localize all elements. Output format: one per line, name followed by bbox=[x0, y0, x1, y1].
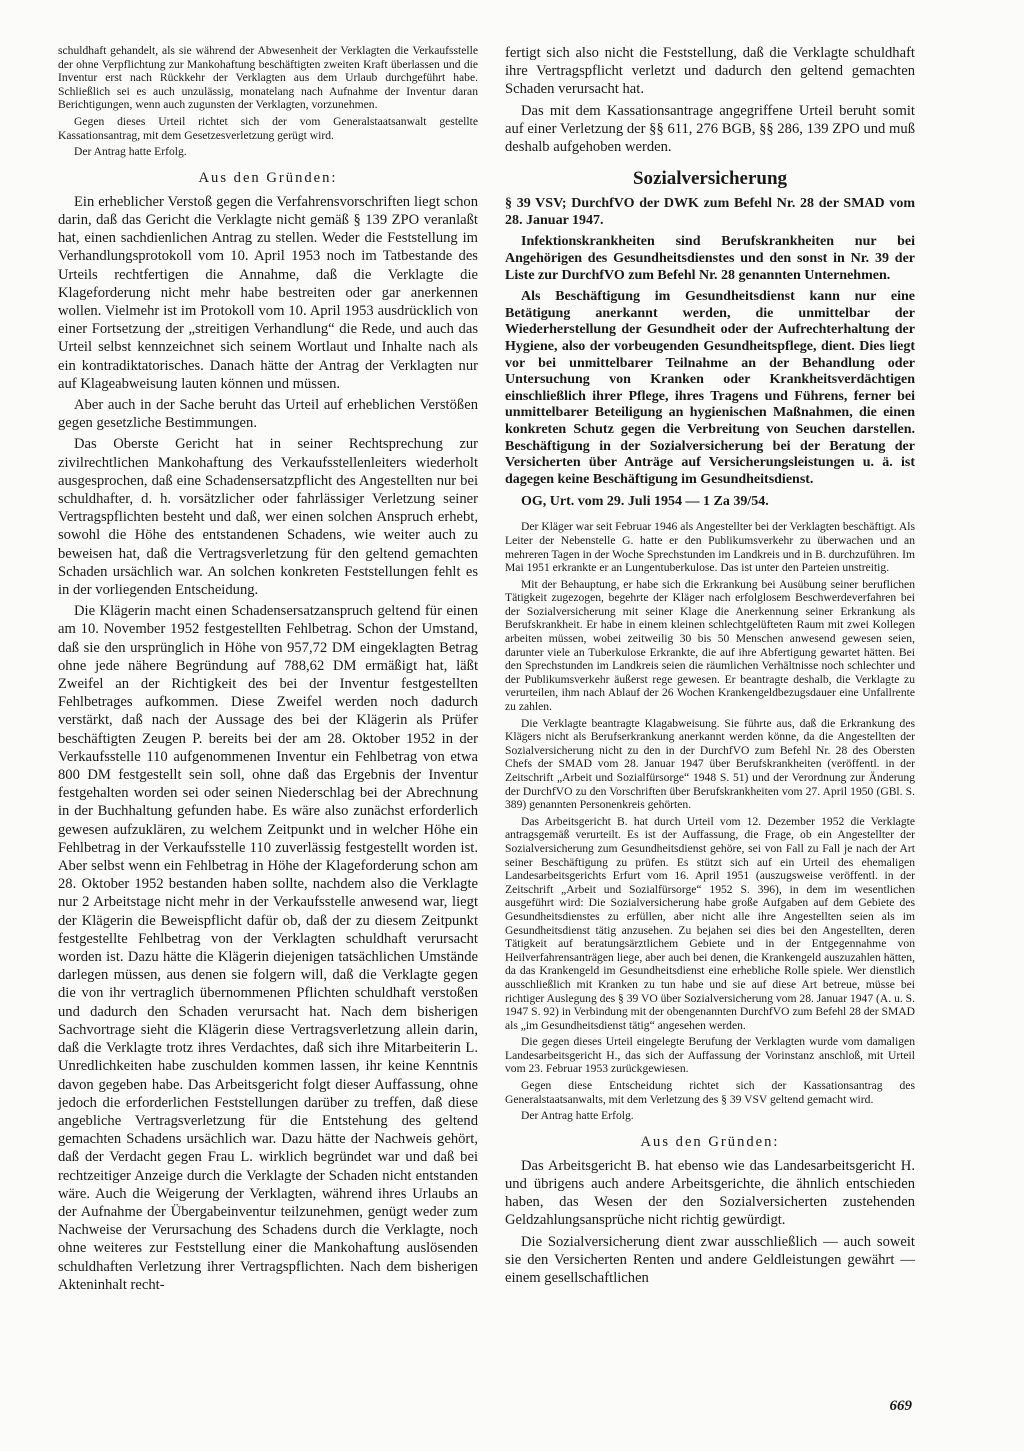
paragraph: Das Oberste Gericht hat in seiner Rechtsprechung zur zivilrechtlichen Mankohaftung des Verkaufsstellenleiters wiederholt ausgesprochen, daß eine Schadensersatzpflicht des Angestellten nur bei schuldhafter, d. h. vorsätzlicher oder fahrlässiger Verletzung seiner Vertragspflichten besteht und daß, wer einen solchen Anspruch erhebt, sowohl die Höhe des entstandenen Schadens, wie weiter auch zu beweisen hat, daß die Vertragsverletzung für den geltend gemachten Schaden ursächlich war. An solchen konkreten Feststellungen fehlt es in der vorliegenden Entscheidung. bbox=[58, 436, 478, 599]
section-heading: Aus den Gründen: bbox=[640, 1133, 780, 1150]
norm-reference: § 39 VSV; DurchfVO der DWK zum Befehl Nr. 28 der SMAD vom 28. Januar 1947. bbox=[505, 196, 915, 228]
paragraph: Der Antrag hatte Erfolg. bbox=[521, 1109, 634, 1123]
section-heading: Aus den Gründen: bbox=[198, 169, 338, 186]
paragraph: schuldhaft gehandelt, als sie während der Abwesenheit der Verklagten die Verkaufsstelle der ohne Verpflichtung zur Mankohaftung beschäftigten zweiten Kraft überlassen und die Inventur erst nach Rückkehr der Verklagten aus dem Urlaub durchgeführt habe. Schließlich sei es auch unzulässig, monatelang nach Aufnahme der Inventur daran Berichtigungen, wenn auch zugunsten der Verklagten, vorzunehmen. bbox=[58, 44, 478, 112]
paragraph: fertigt sich also nicht die Feststellung, daß die Verklagte schuldhaft ihre Vertragspflicht verletzt und dadurch den geltend gemachten Schaden verursacht hat. bbox=[505, 45, 915, 98]
paragraph: Aber auch in der Sache beruht das Urteil auf erheblichen Verstößen gegen gesetzliche Bestimmungen. bbox=[58, 396, 478, 432]
paragraph: Der Kläger war seit Februar 1946 als Angestellter bei der Verklagten beschäftigt. Als Leiter der Nebenstelle G. hatte er den Publikumsverkehr zu überwachen und an mehreren Tagen in der Woche Sprechstunden im Landkreis und in B. durchzuführen. Im Mai 1951 erkrankte er an Lungentuberkulose. Das ist unter den Parteien unstreitig. bbox=[505, 520, 915, 575]
paragraph: Mit der Behauptung, er habe sich die Erkrankung bei Ausübung seiner beruflichen Tätigkeit zugezogen, begehrte der Kläger nach erfolglosem Beschwerdeverfahren bei der Sozialversicherung mit seiner Klage die Anerkennung seiner Erkrankung als Berufskrankheit. Er habe in einem kleinen schlechtgelüfteten Raum mit zwei Kollegen arbeiten müssen, wobei zeitweilig 30 bis 50 Menschen anwesend gewesen seien, darunter viele an Tuberkulose Erkrankte, die auf ihre Abfertigung gewartet hätten. Bei den Sprechstunden im Landkreis seien die räumlichen Verhältnisse noch schlechter und der Publikumsverkehr äußerst rege gewesen. Er beantragte deshalb, die Verklagte zu verurteilen, ihm nach Ablauf der 26 Wochen Krankengeldbezugsdauer eine Unfallrente zu zahlen. bbox=[505, 577, 915, 714]
paragraph: Gegen dieses Urteil richtet sich der vom Generalstaatsanwalt gestellte Kassationsantrag, mit dem Gesetzesverletzung gerügt wird. bbox=[58, 114, 478, 142]
paragraph: Die Sozialversicherung dient zwar ausschließlich — auch soweit sie den Versicherten Renten und andere Geldleistungen gewährt — einem gesellschaftlichen bbox=[505, 1233, 915, 1287]
paragraph: Das Arbeitsgericht B. hat durch Urteil vom 12. Dezember 1952 die Verklagte antragsgemäß verurteilt. Es ist der Auffassung, die Frage, ob ein Angestellter der Sozialversicherung zum Gesundheitsdienst gehöre, sei von Fall zu Fall je nach der Art seiner Beschäftigung zu prüfen. Es stützt sich auf ein Urteil des ehemaligen Landesarbeitsgerichts Erfurt vom 16. April 1951 (auszugsweise veröffentl. in der Zeitschrift „Arbeit und Sozialfürsorge“ 1952 S. 396), in dem im wesentlichen ausgeführt wird: Die Sozialversicherung habe große Aufgaben auf dem Gebiete des Gesundheitsdienstes zu erfüllen, aber nicht alle ihre Angestellten seien als im Gesundheitsdienst tätig anzusehen. Zu bejahen sei dies bei den Angestellten, deren Tätigkeit auf beratungsärztlichem Gebiete und in der Entgegennahme von Heilverfahrensanträgen liege, aber auch bei denen, die Krankengeld auszuzahlen hätten, da das Krankengeld im Gesundheitsdienst eine erhebliche Rolle spiele. Wer dienstlich ausschließlich mit Kranken zu tun habe und sie auf diese Art betreue, müsse bei richtiger Auslegung des § 39 VO über Sozialversicherung vom 28. Januar 1947 (A. u. S. 1947 S. 92) in Verbindung mit der obengenannten DurchfVO zum Befehl 28 der SMAD als „im Gesundheitsdienst tätig“ angesehen werden. bbox=[505, 814, 916, 1032]
court-citation: OG, Urt. vom 29. Juli 1954 — 1 Za 39/54. bbox=[521, 494, 769, 510]
paragraph: Die Klägerin macht einen Schadensersatzanspruch geltend für einen am 10. November 1952 festgestellten Fehlbetrag. Schon der Umstand, daß sie den ursprünglich in Höhe von 957,72 DM eingeklagten Betrag ohne jede nähere Begründung auf 788,62 DM ermäßigt hat, läßt Zweifel an der Richtigkeit des bei der Inventur festgestellten Fehlbetrages aufkommen. Diese Zweifel werden noch dadurch verstärkt, daß nach der Aussage des bei der Klägerin als Prüfer beschäftigten Zeugen P. bereits bei der am 28. Oktober 1952 in der Verkaufsstelle 110 aufgenommenen Inventur ein Fehlbetrag von etwa 800 DM festgestellt sein soll, ohne daß das Ergebnis der Inventur festgehalten worden sei oder seinen Niederschlag bei der Abrechnung in der Buchhaltung gefunden habe. Es wäre also zunächst erforderlich gewesen aufzuklären, zu welchem Zeitpunkt und in welcher Höhe ein Fehlbetrag in der Verkaufsstelle 110 zuverlässig festgestellt worden ist. Aber selbst wenn ein Fehlbetrag in Höhe der Klageforderung schon am 28. Oktober 1952 bestanden haben sollte, nachdem also die Verklagte nur 2 Arbeitstage nicht mehr in der Verkaufsstelle anwesend war, liegt der Klägerin die Beweispflicht dafür ob, daß der zu diesem Zeitpunkt festgestellte Fehlbetrag von der Verklagten schuldhaft verursacht worden ist. Dazu hätte die Klägerin diejenigen tatsächlichen Umstände darlegen müssen, aus denen sie folgern will, daß die Verklagte gegen die von ihr vertraglich übernommenen Pflichten schuldhaft verstoßen und dadurch den Schaden verursacht hat. Nach dem bisherigen Sachvortrage sieht die Klägerin diese Vertragsverletzung allein darin, daß die Verklagte trotz ihres Verdachtes, daß sich ihre Mitarbeiterin L. Unredlichkeiten habe zuschulden kommen lassen, ihr keine Kenntnis davon gegeben habe. Das Arbeitsgericht folgt dieser Auffassung, ohne jedoch die erforderlichen Feststellungen darüber zu treffen, daß diese angebliche Vertragsverletzung für die Entstehung des geltend gemachten Schadens ursächlich war. Dazu hätte der Nachweis gehört, daß der Verdacht gegen Frau L. wirklich begründet war und daß bei rechtzeitiger Anzeige durch die Verklagte der Schaden nicht entstanden wäre. Auch die Weigerung der Verklagten, während ihres Urlaubs an der Aufnahme der Übergabeinventur teilzunehmen, genügt weder zum Nachweise der Verursachung des Schadens durch die Verklagte, noch ohne weiteres zur Feststellung einer die Mankohaftung auslösenden schuldhaften Verletzung ihrer Vertragspflichten. Nach dem bisherigen Akteninhalt recht- bbox=[58, 603, 478, 1293]
paragraph: Das Arbeitsgericht B. hat ebenso wie das Landesarbeitsgericht H. und übrigens auch andere Arbeitsgerichte, die ähnlich entschieden haben, das Wesen der den Sozialversicherten zustehenden Geldzahlungsansprüche nicht richtig gewürdigt. bbox=[505, 1157, 915, 1229]
paragraph: Das mit dem Kassationsantrage angegriffene Urteil beruht somit auf einer Verletzung der §§ 611, 276 BGB, §§ 286, 139 ZPO und muß deshalb aufgehoben werden. bbox=[505, 102, 915, 156]
paragraph: Die gegen dieses Urteil eingelegte Berufung der Verklagten wurde vom damaligen Landesarbeitsgericht H., das sich der Auffassung der Vorinstanz anschloß, mit Urteil vom 23. Februar 1953 zurückgewiesen. bbox=[505, 1035, 915, 1076]
paragraph: Gegen diese Entscheidung richtet sich der Kassationsantrag des Generalstaatsanwalts, mit dem Verletzung des § 39 VSV geltend gemacht wird. bbox=[505, 1079, 915, 1106]
paragraph: Die Verklagte beantragte Klagabweisung. Sie führte aus, daß die Erkrankung des Klägers nicht als Berufserkrankung anerkannt werden könne, da die Angestellten der Sozialversicherung nicht zu den in der DurchfVO zum Befehl Nr. 28 des Obersten Chefs der SMAD vom 28. Januar 1947 über Berufskrankheiten (veröffentl. in der Zeitschrift „Arbeit und Sozialfürsorge“ 1948 S. 51) und der Verordnung zur Änderung der DurchfVO zu den Vorschriften über Berufskrankheiten vom 27. April 1950 (GBl. S. 389) genannten Personenkreis gehörten. bbox=[505, 716, 915, 812]
paragraph: Der Antrag hatte Erfolg. bbox=[74, 145, 187, 159]
paragraph: Ein erheblicher Verstoß gegen die Verfahrensvorschriften liegt schon darin, daß das Gericht die Verklagte nicht gemäß § 139 ZPO veranlaßt hat, einen sachdienlichen Antrag zu stellen. Weder die Feststellung im Verhandlungsprotokoll vom 10. April 1953 noch im Tatbestande des Urteils rechtfertigen die Annahme, daß die Verklagte die Klageforderung nicht mehr habe bestreiten oder gar anerkennen wollen. Vielmehr ist im Protokoll vom 10. April 1953 ausdrücklich von einer Fortsetzung der „streitigen Verhandlung“ die Rede, und auch das Urteil selbst kennzeichnet sich seinem Wortlaut und Inhalte nach als ein kontradiktatorisches. Danach hätte der Antrag der Verklagten nur auf Klageabweisung lauten können und müssen. bbox=[58, 193, 478, 392]
page-number: 669 bbox=[889, 1398, 912, 1414]
left-column bbox=[58, 44, 478, 1297]
right-column bbox=[505, 44, 915, 1290]
headnote: Als Beschäftigung im Gesundheitsdienst kann nur eine Betätigung anerkannt werden, die unmittelbar der Wiederherstellung der Gesundheit oder der Aufrechterhaltung der Hygiene, also der vorbeugenden Gesundheitspflege, dient. Dies liegt vor bei unmittelbarer Teilnahme an der Behandlung oder Untersuchung von Kranken oder Krankheitsverdächtigen einschließlich ihrer Pflege, ihres Tragens und Führens, ferner bei unmittelbarer Beteiligung an hygienischen Maßnahmen, die einen konkreten Schutz gegen die Verbreitung von Seuchen darstellen. Beschäftigung in der Sozialversicherung bei der Beratung der Versicherten über Anträge auf Versicherungsleistungen u. ä. ist dagegen keine Beschäftigung im Gesundheitsdienst. bbox=[505, 289, 915, 487]
section-title: Sozialversicherung bbox=[632, 168, 788, 190]
headnote: Infektionskrankheiten sind Berufskrankheiten nur bei Angehörigen des Gesundheitsdienstes und den sonst in Nr. 39 der Liste zur DurchfVO zum Befehl Nr. 28 genannten Unternehmen. bbox=[505, 234, 915, 283]
